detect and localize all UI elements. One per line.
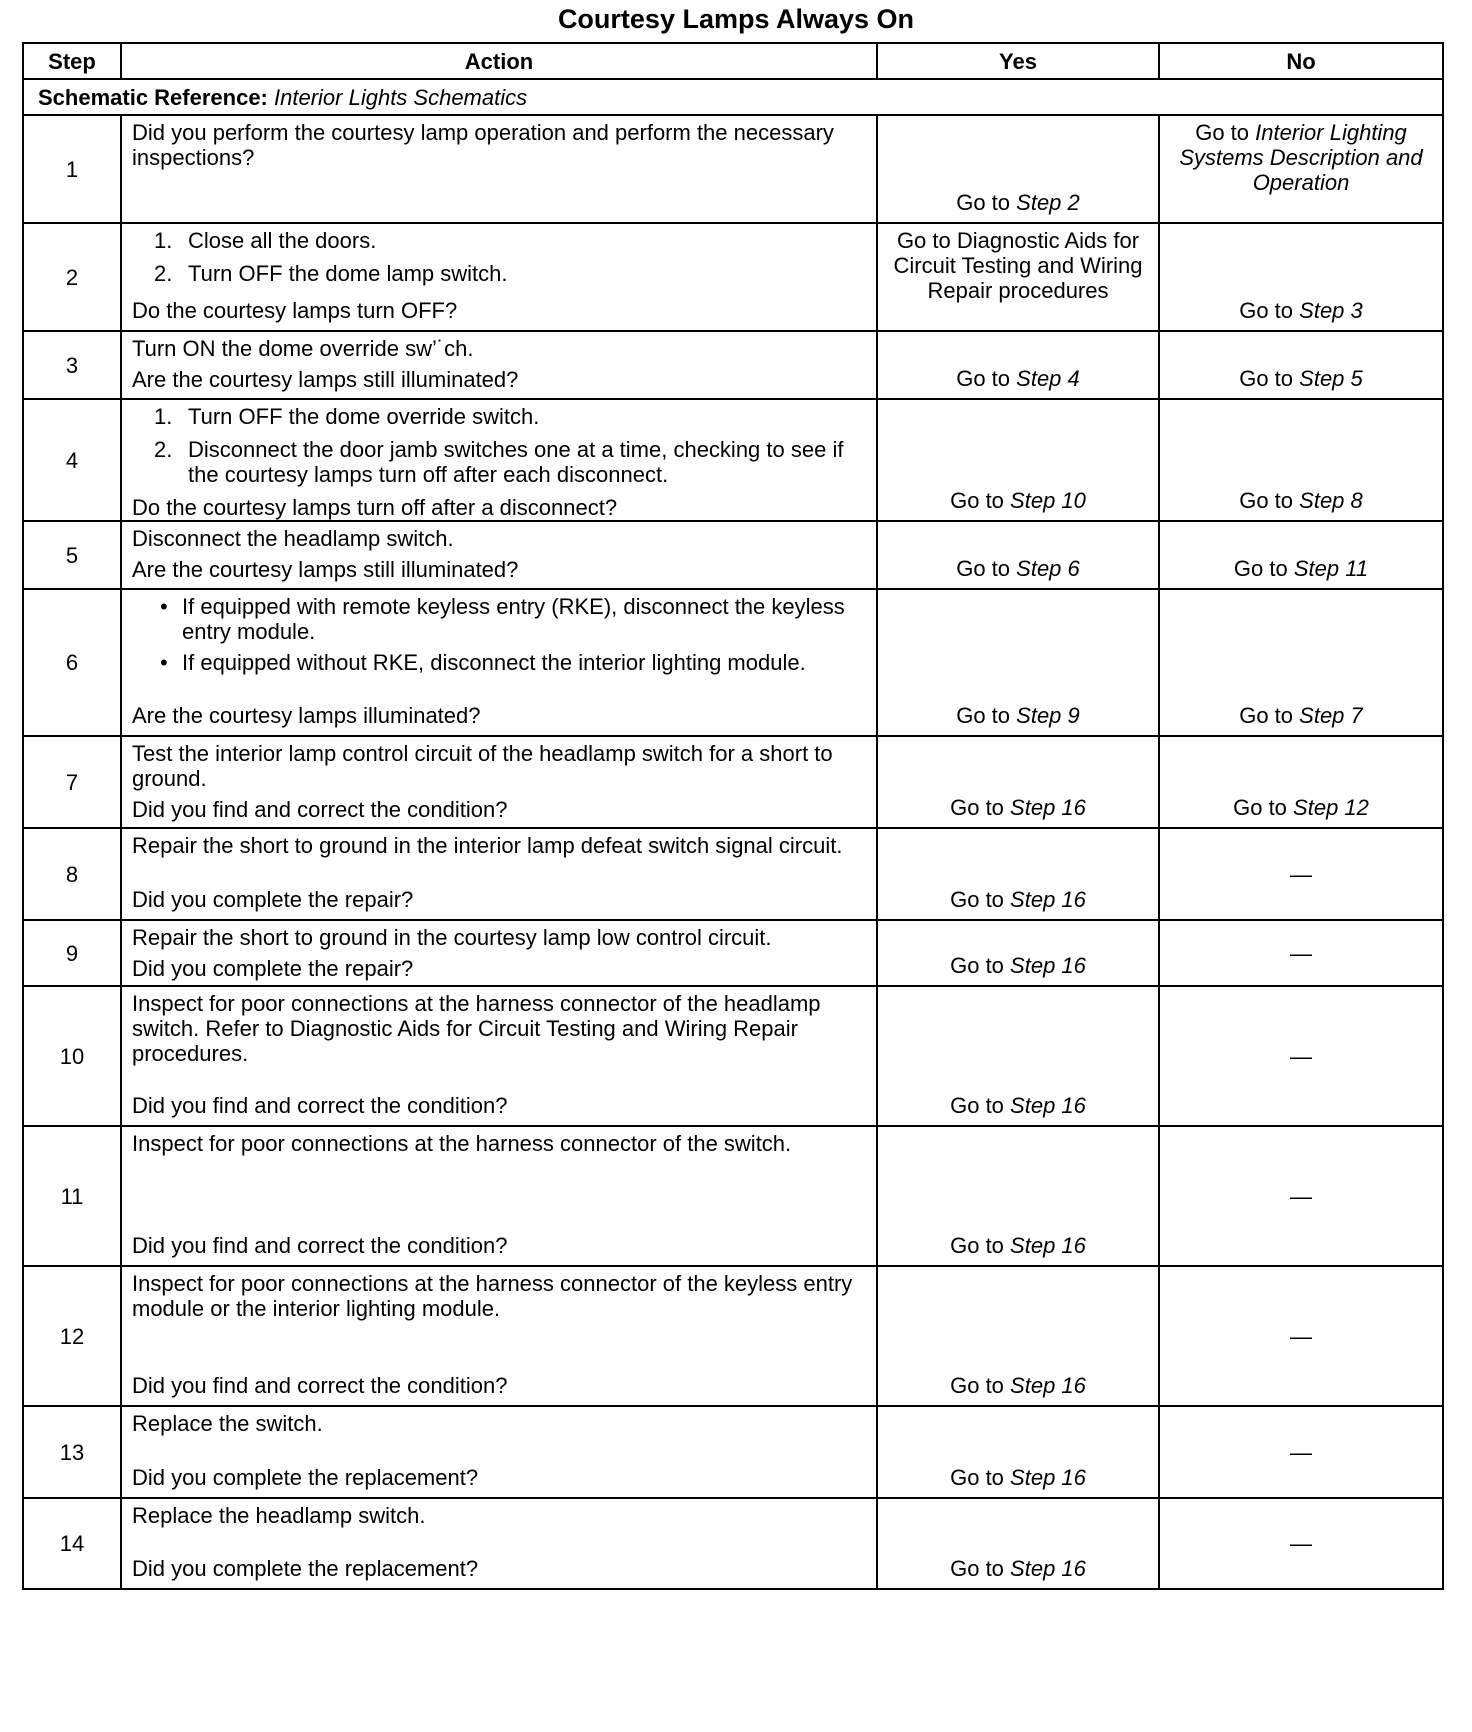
step-link[interactable]: Step 12 [1293,795,1369,820]
numbered-instruction [154,404,866,429]
action-text: Inspect for poor connections at the harness connector of the headlamp switch. Refer to Diagnostic Aids for Circuit Testing and Wiring Repair procedures. [132,991,821,1066]
step-link[interactable]: Step 9 [1016,703,1080,728]
no-dash: — [1159,1498,1443,1589]
step-number: 5 [23,521,121,589]
numbered-instruction [154,261,866,286]
bullet-icon: • [160,650,168,675]
header-yes: Yes [877,43,1159,79]
step-link[interactable]: Step 16 [1010,1465,1086,1490]
yes-cell [877,986,1159,1126]
instruction-number: 1. [154,228,173,253]
go-to-text: Go to [1239,703,1294,728]
yes-cell [877,828,1159,920]
reference-link[interactable]: Interior Lighting Systems Description and Operation [1179,120,1423,195]
step-link[interactable]: Step 3 [1299,298,1363,323]
go-to-text: Go to [950,488,1004,513]
step-number: 14 [23,1498,121,1589]
yes-cell [877,1498,1159,1589]
step-number: 2 [23,223,121,331]
table-row [23,1406,1443,1498]
go-to-text: Go to [1239,488,1294,513]
yes-go-to-link[interactable] [950,1556,1086,1581]
step-number: 13 [23,1406,121,1498]
action-text: Replace the headlamp switch. [132,1503,426,1528]
no-dash: — [1159,986,1443,1126]
question-text: Did you find and correct the condition? [132,1093,508,1118]
step-number: 7 [23,736,121,828]
instruction-number: 2. [154,437,173,462]
step-number: 12 [23,1266,121,1406]
no-cell [1159,115,1443,223]
instruction-text: Turn OFF the dome override switch. [188,404,540,429]
step-number: 3 [23,331,121,399]
action-cell [121,589,877,736]
no-cell [1159,521,1443,589]
step-number: 6 [23,589,121,736]
table-row [23,920,1443,986]
step-number: 11 [23,1126,121,1266]
go-to-text: Go to [956,556,1011,581]
yes-go-to-link[interactable] [956,190,1080,215]
go-to-text: Go to [950,795,1004,820]
yes-go-to-link[interactable] [950,1233,1086,1258]
schematic-reference-row [23,79,1443,115]
go-to-text: Go to [956,703,1011,728]
action-text: Inspect for poor connections at the harness connector of the switch. [132,1131,792,1156]
step-number: 10 [23,986,121,1126]
header-no: No [1159,43,1443,79]
step-number: 1 [23,115,121,223]
no-cell [1159,399,1443,521]
action-cell [121,115,877,223]
yes-go-to-link[interactable] [950,953,1086,978]
yes-go-to-link[interactable] [956,556,1080,581]
action-cell [121,223,877,331]
step-link[interactable]: Step 16 [1010,887,1086,912]
no-go-to-link[interactable] [1234,556,1368,581]
table-row [23,521,1443,589]
schematic-reference-label: Schematic Reference: [38,84,268,110]
step-number: 4 [23,399,121,521]
action-text: Turn ON the dome override sw’˙ch. [132,336,474,361]
no-cell [1159,331,1443,399]
go-to-text: Go to [950,1093,1004,1118]
go-to-text: Go to [1233,556,1288,581]
action-text: Replace the switch. [132,1411,323,1436]
table-row [23,1498,1443,1589]
action-cell [121,986,877,1126]
go-to-text: Go to [950,1373,1004,1398]
go-to-text: Go to [950,1556,1004,1581]
action-text: Repair the short to ground in the courtesy lamp low control circuit. [132,925,772,950]
yes-cell [877,399,1159,521]
action-cell [121,1498,877,1589]
action-text: Repair the short to ground in the interior lamp defeat switch signal circuit. [132,833,843,858]
step-link[interactable]: Step 16 [1010,1093,1086,1118]
question-text: Do the courtesy lamps turn off after a disconnect? [132,495,618,520]
yes-cell [877,331,1159,399]
go-to-text: Go to [1239,366,1294,391]
page-title: Courtesy Lamps Always On [557,4,915,34]
step-link[interactable]: Step 16 [1010,1233,1086,1258]
no-go-to-link[interactable] [1239,298,1363,323]
bullet-instruction [160,650,866,675]
action-cell [121,920,877,986]
step-link[interactable]: Step 16 [1010,953,1086,978]
no-dash: — [1159,1126,1443,1266]
step-link[interactable]: Step 16 [1010,795,1086,820]
question-text: Did you complete the replacement? [132,1556,479,1581]
step-link[interactable]: Step 6 [1016,556,1080,581]
action-cell [121,331,877,399]
no-cell [1159,589,1443,736]
step-link[interactable]: Step 16 [1010,1373,1086,1398]
yes-cell [877,115,1159,223]
yes-cell [877,1266,1159,1406]
go-to-text: Go to [950,953,1004,978]
table-row [23,399,1443,521]
no-cell [1159,736,1443,828]
yes-go-to-link[interactable] [950,1093,1086,1118]
step-link[interactable]: Step 2 [1016,190,1080,215]
numbered-instruction [154,228,866,253]
action-cell [121,736,877,828]
step-link[interactable]: Step 8 [1299,488,1363,513]
yes-cell [877,223,1159,331]
yes-go-to-link[interactable] [956,703,1080,728]
table-row [23,115,1443,223]
question-text: Did you find and correct the condition? [132,797,508,822]
yes-result-text[interactable]: Go to Diagnostic Aids for Circuit Testing and Wiring Repair procedures [893,228,1143,303]
question-text: Did you complete the replacement? [132,1465,479,1490]
table-row [23,331,1443,399]
header-action: Action [121,43,877,79]
action-text: Test the interior lamp control circuit of the headlamp switch for a short to ground. [132,741,833,791]
go-to-text: Go to [956,190,1011,215]
go-to-text: Go to [1239,298,1294,323]
step-link[interactable]: Step 11 [1293,556,1369,581]
yes-cell [877,736,1159,828]
step-link[interactable]: Step 16 [1010,1556,1086,1581]
no-go-to-link[interactable] [1239,366,1363,391]
step-link[interactable]: Step 10 [1010,488,1086,513]
table-row [23,986,1443,1126]
action-cell [121,1126,877,1266]
table-row [23,1126,1443,1266]
action-text: Did you perform the courtesy lamp operation and perform the necessary inspections? [132,120,834,170]
instruction-text: Disconnect the door jamb switches one at a time, checking to see if the courtesy lamps turn off after each disconnect. [188,437,844,487]
instruction-text: Close all the doors. [188,228,377,253]
yes-cell [877,920,1159,986]
yes-go-to-link[interactable] [956,366,1080,391]
question-text: Did you complete the repair? [132,887,414,912]
question-text: Did you find and correct the condition? [132,1233,508,1258]
instruction-text: If equipped without RKE, disconnect the interior lighting module. [182,650,806,675]
no-dash: — [1159,828,1443,920]
question-text: Are the courtesy lamps illuminated? [132,703,481,728]
table-row [23,223,1443,331]
bullet-icon: • [160,594,168,619]
no-go-to-link[interactable] [1239,488,1363,513]
yes-go-to-link[interactable] [950,1373,1086,1398]
question-text: Are the courtesy lamps still illuminated? [132,557,519,582]
action-cell [121,828,877,920]
question-text: Did you complete the repair? [132,956,414,981]
no-cell [1159,223,1443,331]
yes-go-to-link[interactable] [950,488,1086,513]
step-number: 8 [23,828,121,920]
yes-go-to-link[interactable] [950,795,1086,820]
no-go-to-link[interactable] [1166,120,1436,195]
action-cell [121,521,877,589]
yes-cell [877,1126,1159,1266]
header-row [23,43,1443,79]
question-text: Are the courtesy lamps still illuminated? [132,367,519,392]
step-link[interactable]: Step 4 [1016,366,1080,391]
yes-go-to-link[interactable] [950,887,1086,912]
table-row [23,589,1443,736]
schematic-reference-link[interactable]: Interior Lights Schematics [274,84,528,110]
table-row [23,828,1443,920]
go-to-text: Go to [950,887,1004,912]
question-text: Did you find and correct the condition? [132,1373,508,1398]
go-to-text: Go to [950,1233,1004,1258]
no-dash: — [1159,920,1443,986]
yes-cell [877,521,1159,589]
instruction-number: 2. [154,261,173,286]
step-link[interactable]: Step 5 [1299,366,1363,391]
instruction-text: Turn OFF the dome lamp switch. [188,261,508,286]
table-row [23,736,1443,828]
go-to-text: Go to [1233,795,1287,820]
action-cell [121,399,877,521]
yes-cell [877,1406,1159,1498]
header-step: Step [23,43,121,79]
no-go-to-link[interactable] [1233,795,1369,820]
no-go-to-link[interactable] [1239,703,1363,728]
action-text: Disconnect the headlamp switch. [132,526,454,551]
no-dash: — [1159,1406,1443,1498]
schematic-reference [23,79,1443,115]
bullet-instruction [160,594,866,644]
diagnostic-table [22,42,1444,1590]
go-to-text: Go to [1195,120,1250,145]
yes-cell [877,589,1159,736]
action-cell [121,1266,877,1406]
no-dash: — [1159,1266,1443,1406]
instruction-text: If equipped with remote keyless entry (RKE), disconnect the keyless entry module. [182,594,845,644]
instruction-number: 1. [154,404,173,429]
step-link[interactable]: Step 7 [1299,703,1363,728]
action-text: Inspect for poor connections at the harness connector of the keyless entry module or the interior lighting module. [132,1271,853,1321]
go-to-text: Go to [950,1465,1004,1490]
question-text: Do the courtesy lamps turn OFF? [132,298,458,323]
yes-go-to-link[interactable] [950,1465,1086,1490]
go-to-text: Go to [956,366,1011,391]
step-number: 9 [23,920,121,986]
action-cell [121,1406,877,1498]
table-row [23,1266,1443,1406]
numbered-instruction [154,437,866,487]
